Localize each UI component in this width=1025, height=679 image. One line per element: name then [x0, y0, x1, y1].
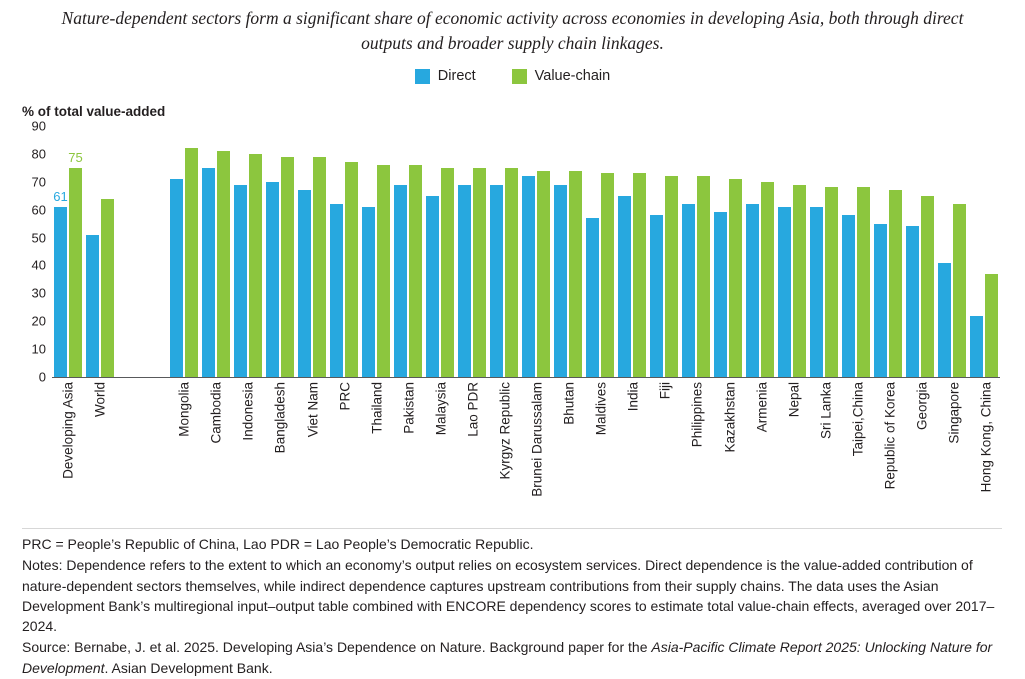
x-label-cell	[457, 382, 489, 522]
bar-group	[552, 126, 584, 377]
x-label-cell	[906, 382, 938, 522]
bar-value-chain	[68, 149, 83, 377]
bar-direct	[53, 188, 68, 377]
bar-value-chain	[569, 171, 582, 377]
x-label-cell	[264, 382, 296, 522]
bar-direct	[682, 204, 695, 377]
x-label-cell	[713, 382, 745, 522]
bar-value-chain	[217, 151, 230, 377]
bar-direct	[458, 185, 471, 377]
bar-series-container	[52, 126, 1000, 377]
x-label-cell	[553, 382, 585, 522]
x-tick-label: Georgia	[914, 382, 930, 431]
footnote-notes	[22, 555, 997, 636]
x-tick-label: Hong Kong, China	[978, 382, 994, 493]
bar-group	[232, 126, 264, 377]
x-tick-label: PRC	[337, 382, 353, 411]
x-label-cell	[778, 382, 810, 522]
bar-value-chain	[633, 173, 646, 377]
notes-label: Notes:	[22, 557, 63, 574]
source-label: Source:	[22, 639, 71, 656]
footnote-source	[22, 637, 997, 678]
bar-value-chain	[185, 148, 198, 377]
bar-group	[328, 126, 360, 377]
y-axis-title: % of total value-added	[22, 104, 166, 119]
x-label-cell	[393, 382, 425, 522]
bar-group	[392, 126, 424, 377]
source-text-pre: Bernabe, J. et al. 2025. Developing Asia’s Dependence on Nature. Background paper for the	[70, 639, 652, 656]
x-label-cell	[842, 382, 874, 522]
bar-value-chain	[921, 196, 934, 377]
bar-group	[776, 126, 808, 377]
x-label-cell	[746, 382, 778, 522]
x-tick-label: Nepal	[786, 382, 802, 418]
plot-area	[22, 118, 1002, 385]
x-tick-label: Fiji	[657, 382, 673, 400]
bar-value-chain	[665, 176, 678, 377]
x-tick-label: World	[92, 382, 108, 418]
bar-direct	[86, 235, 99, 377]
x-tick-label: Kazakhstan	[722, 382, 738, 453]
legend-item-direct	[415, 68, 476, 84]
bar-direct	[202, 168, 215, 377]
bar-direct	[842, 215, 855, 377]
bar-direct	[650, 215, 663, 377]
footnote-abbreviations: PRC = People’s Republic of China, Lao PDR = Lao People’s Democratic Republic.	[22, 536, 534, 552]
source-text-post: . Asian Development Bank.	[104, 659, 273, 676]
bar-group	[744, 126, 776, 377]
bar-group	[584, 126, 616, 377]
y-tick-label: 20	[31, 313, 46, 329]
x-label-cell	[810, 382, 842, 522]
y-tick-label: 90	[31, 118, 46, 134]
bar-value-chain	[377, 165, 390, 377]
bar-direct	[778, 207, 791, 377]
x-tick-label: Philippines	[689, 382, 705, 448]
source-title: Asia-Pacific Climate Report 2025: Unlocking Nature for Development	[22, 639, 993, 676]
bar-group	[968, 126, 1000, 377]
bar-direct	[266, 182, 279, 377]
bar-value-chain	[761, 182, 774, 377]
bar-value-chain	[825, 187, 838, 377]
bar-value-label: 75	[68, 149, 83, 165]
bar-group	[456, 126, 488, 377]
y-tick-label: 30	[31, 285, 46, 301]
bar-value-chain	[537, 171, 550, 377]
chart-title: Nature-dependent sectors form a significant share of economic activity across economies in developing Asia, both through direct outputs and broader supply chain linkages.	[61, 8, 964, 54]
chart-footnotes	[22, 534, 997, 679]
y-tick-label: 0	[38, 369, 46, 385]
bar-group	[488, 126, 520, 377]
x-tick-label: Bhutan	[561, 382, 577, 425]
x-label-cell	[585, 382, 617, 522]
bar-value-chain	[601, 173, 614, 377]
bar-direct	[522, 176, 535, 377]
bar-direct	[970, 316, 983, 377]
bar-group	[168, 126, 200, 377]
bar-value-chain	[505, 168, 518, 377]
chart-legend	[0, 68, 1025, 84]
legend-swatch-value-chain	[512, 69, 527, 84]
bar-value-chain	[729, 179, 742, 377]
bar-direct	[906, 226, 919, 377]
x-tick-label: Sri Lanka	[818, 382, 834, 440]
bar-direct	[362, 207, 375, 377]
x-label-cell	[938, 382, 970, 522]
bar-group	[84, 126, 116, 377]
bar-group	[200, 126, 232, 377]
y-tick-label: 60	[31, 202, 46, 218]
bar-direct	[490, 185, 503, 377]
y-tick-label: 80	[31, 146, 46, 162]
bar-value-chain	[473, 168, 486, 377]
bar-value-chain	[101, 199, 114, 377]
bar-group	[520, 126, 552, 377]
x-label-cell	[84, 382, 116, 522]
bar-group	[648, 126, 680, 377]
bar-group	[296, 126, 328, 377]
bar-value-chain	[857, 187, 870, 377]
x-label-cell	[874, 382, 906, 522]
bar-value-chain	[889, 190, 902, 377]
notes-text: Dependence refers to the extent to which an economy’s output relies on ecosystem services. Direct dependence is the value-added contribution of nature-dependent sectors themselves, while indirect dependence captures upstream contributions from their supply chains. The data uses the Asian Development Bank’s multiregional input–output table combined with ENCORE dependency scores to estimate total value-chain effects, averaged over 2017–2024.	[22, 557, 995, 635]
bar-direct	[586, 218, 599, 377]
y-tick-label: 40	[31, 257, 46, 273]
bar-group	[264, 126, 296, 377]
legend-label-value-chain: Value-chain	[534, 68, 611, 84]
legend-item-value-chain	[512, 68, 611, 84]
bar-group	[936, 126, 968, 377]
bar-group	[52, 126, 84, 377]
bar-direct	[394, 185, 407, 377]
bar-direct	[938, 263, 951, 377]
x-tick-label: Mongolia	[176, 382, 192, 437]
bar-group	[680, 126, 712, 377]
bar-group	[424, 126, 456, 377]
x-tick-label: Viet Nam	[305, 382, 320, 438]
legend-label-direct: Direct	[437, 68, 476, 84]
bar-value-chain	[409, 165, 422, 377]
bar-group	[904, 126, 936, 377]
x-axis-line	[52, 377, 1000, 378]
x-tick-label: Cambodia	[208, 382, 224, 444]
bar-value-chain	[441, 168, 454, 377]
x-tick-label: Republic of Korea	[882, 382, 898, 490]
bar-direct	[746, 204, 759, 377]
x-tick-label: Bangladesh	[272, 382, 288, 454]
x-tick-label: India	[625, 382, 641, 412]
x-tick-label: Malaysia	[433, 382, 449, 436]
x-label-cell	[649, 382, 681, 522]
bar-value-label: 61	[53, 188, 68, 204]
bar-value-chain	[313, 157, 326, 377]
x-label-cell	[52, 382, 84, 522]
bar-value-chain	[985, 274, 998, 377]
bar-direct	[714, 212, 727, 377]
x-tick-label: Lao PDR	[465, 382, 481, 437]
legend-swatch-direct	[415, 69, 430, 84]
bar-value-chain	[281, 157, 294, 377]
bar-group	[360, 126, 392, 377]
x-axis-labels	[52, 382, 1002, 522]
x-label-cell	[329, 382, 361, 522]
bar-direct	[330, 204, 343, 377]
x-label-cell	[361, 382, 393, 522]
x-label-cell	[232, 382, 264, 522]
x-label-cell	[168, 382, 200, 522]
x-label-cell	[296, 382, 328, 522]
bar-direct	[426, 196, 439, 377]
bar-direct	[618, 196, 631, 377]
x-label-cell	[681, 382, 713, 522]
bar-value-chain	[345, 162, 358, 377]
x-label-cell	[521, 382, 553, 522]
y-tick-label: 50	[31, 230, 46, 246]
x-label-cell	[970, 382, 1002, 522]
x-tick-label: Thailand	[369, 382, 385, 434]
bar-group	[616, 126, 648, 377]
bar-direct	[234, 185, 247, 377]
x-tick-label: Taipei,China	[850, 382, 866, 457]
x-tick-label: Indonesia	[240, 382, 256, 441]
x-tick-label: Kyrgyz Republic	[497, 382, 513, 480]
x-tick-label: Brunei Darussalam	[529, 382, 545, 497]
x-label-cell	[200, 382, 232, 522]
x-tick-label: Pakistan	[401, 382, 417, 434]
y-tick-label: 10	[31, 341, 46, 357]
x-tick-label: Maldives	[593, 382, 609, 436]
bar-group	[808, 126, 840, 377]
bar-group	[872, 126, 904, 377]
bar-direct	[810, 207, 823, 377]
footer-divider	[22, 528, 1002, 529]
x-tick-label: Developing Asia	[60, 382, 76, 479]
bar-value-chain	[249, 154, 262, 377]
bar-value-chain	[793, 185, 806, 377]
bar-group	[712, 126, 744, 377]
bar-direct	[170, 179, 183, 377]
x-tick-label: Armenia	[754, 382, 770, 433]
x-label-cell	[425, 382, 457, 522]
bar-group	[840, 126, 872, 377]
bar-direct	[554, 185, 567, 377]
x-label-cell	[617, 382, 649, 522]
bar-value-chain	[953, 204, 966, 377]
bar-direct	[298, 190, 311, 377]
bar-value-chain	[697, 176, 710, 377]
x-label-cell	[489, 382, 521, 522]
bar-direct	[874, 224, 887, 377]
y-tick-label: 70	[31, 174, 46, 190]
x-tick-label: Singapore	[946, 382, 962, 444]
